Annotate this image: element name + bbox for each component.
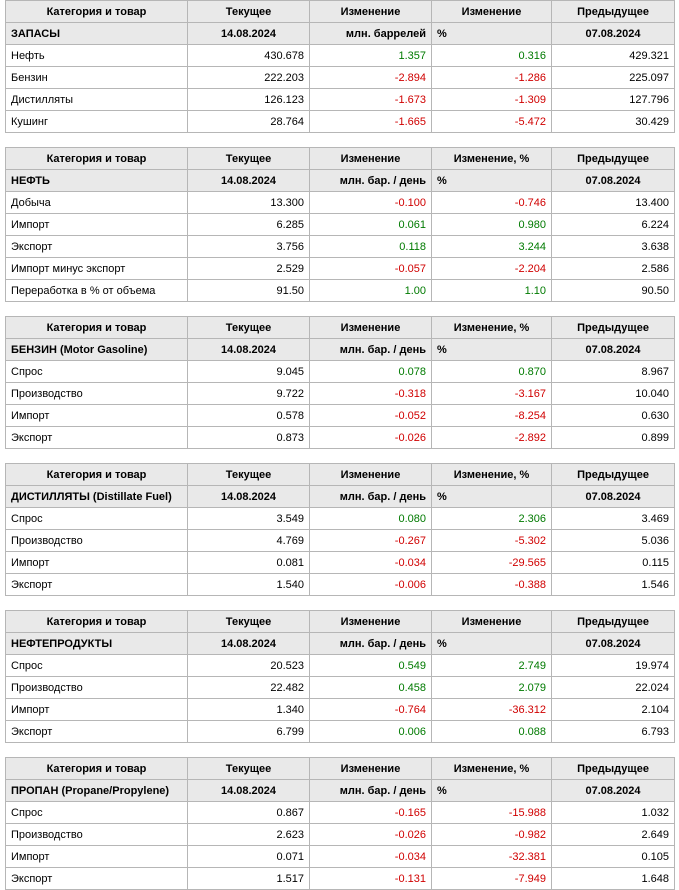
- cell-change-percent: -29.565: [432, 552, 552, 574]
- cell-change-percent: -3.167: [432, 383, 552, 405]
- table-row: [6, 552, 675, 574]
- subheader-category: ДИСТИЛЛЯТЫ (Distillate Fuel): [6, 486, 188, 508]
- row-label: Переработка в % от объема: [6, 280, 188, 302]
- cell-change: -0.131: [310, 868, 432, 890]
- subheader-change: млн. бар. / день: [310, 170, 432, 192]
- cell-previous: 2.104: [552, 699, 675, 721]
- table-header-row: [6, 464, 675, 486]
- column-header: Изменение: [310, 464, 432, 486]
- cell-change: 0.006: [310, 721, 432, 743]
- table-subheader-row: [6, 780, 675, 802]
- cell-previous: 0.899: [552, 427, 675, 449]
- cell-current: 2.529: [188, 258, 310, 280]
- cell-change-percent: -1.309: [432, 89, 552, 111]
- table-subheader-row: [6, 170, 675, 192]
- subheader-category: НЕФТЬ: [6, 170, 188, 192]
- table-subheader-row: [6, 486, 675, 508]
- cell-change-percent: -7.949: [432, 868, 552, 890]
- table-row: [6, 192, 675, 214]
- row-label: Импорт минус экспорт: [6, 258, 188, 280]
- table-row: [6, 699, 675, 721]
- column-header: Категория и товар: [6, 148, 188, 170]
- cell-change-percent: 0.980: [432, 214, 552, 236]
- table-header-row: [6, 1, 675, 23]
- cell-current: 6.799: [188, 721, 310, 743]
- column-header: Изменение, %: [432, 464, 552, 486]
- cell-change-percent: 0.088: [432, 721, 552, 743]
- row-label: Импорт: [6, 699, 188, 721]
- subheader-change_pct: %: [432, 486, 552, 508]
- cell-current: 9.045: [188, 361, 310, 383]
- cell-change-percent: -32.381: [432, 846, 552, 868]
- cell-previous: 3.469: [552, 508, 675, 530]
- subheader-change: млн. бар. / день: [310, 780, 432, 802]
- column-header: Изменение: [432, 1, 552, 23]
- subheader-change: млн. бар. / день: [310, 486, 432, 508]
- row-label: Добыча: [6, 192, 188, 214]
- table-row: [6, 655, 675, 677]
- row-label: Импорт: [6, 552, 188, 574]
- subheader-current: 14.08.2024: [188, 170, 310, 192]
- cell-current: 28.764: [188, 111, 310, 133]
- column-header: Изменение, %: [432, 148, 552, 170]
- cell-change-percent: -2.204: [432, 258, 552, 280]
- table-row: [6, 405, 675, 427]
- table-subheader-row: [6, 23, 675, 45]
- data-table: [5, 757, 675, 890]
- cell-current: 20.523: [188, 655, 310, 677]
- data-table: [5, 0, 675, 133]
- cell-change: -0.764: [310, 699, 432, 721]
- table-header-row: [6, 611, 675, 633]
- cell-current: 1.340: [188, 699, 310, 721]
- cell-current: 4.769: [188, 530, 310, 552]
- row-label: Импорт: [6, 214, 188, 236]
- column-header: Предыдущее: [552, 464, 675, 486]
- cell-previous: 1.546: [552, 574, 675, 596]
- table-row: [6, 280, 675, 302]
- cell-change-percent: -36.312: [432, 699, 552, 721]
- subheader-category: БЕНЗИН (Motor Gasoline): [6, 339, 188, 361]
- table-row: [6, 67, 675, 89]
- cell-previous: 90.50: [552, 280, 675, 302]
- cell-change: 0.061: [310, 214, 432, 236]
- cell-current: 430.678: [188, 45, 310, 67]
- cell-previous: 19.974: [552, 655, 675, 677]
- subheader-current: 14.08.2024: [188, 486, 310, 508]
- column-header: Текущее: [188, 464, 310, 486]
- cell-change: -0.052: [310, 405, 432, 427]
- cell-current: 0.071: [188, 846, 310, 868]
- table-row: [6, 383, 675, 405]
- cell-change: 1.00: [310, 280, 432, 302]
- cell-previous: 0.630: [552, 405, 675, 427]
- row-label: Производство: [6, 677, 188, 699]
- cell-current: 0.081: [188, 552, 310, 574]
- subheader-change_pct: %: [432, 23, 552, 45]
- table-row: [6, 721, 675, 743]
- table-row: [6, 846, 675, 868]
- table-row: [6, 236, 675, 258]
- cell-change: 1.357: [310, 45, 432, 67]
- cell-change-percent: -0.746: [432, 192, 552, 214]
- cell-change-percent: -0.388: [432, 574, 552, 596]
- subheader-previous: 07.08.2024: [552, 486, 675, 508]
- subheader-current: 14.08.2024: [188, 339, 310, 361]
- table-row: [6, 868, 675, 890]
- cell-change: -1.665: [310, 111, 432, 133]
- cell-change: -0.267: [310, 530, 432, 552]
- column-header: Категория и товар: [6, 758, 188, 780]
- column-header: Текущее: [188, 758, 310, 780]
- cell-current: 222.203: [188, 67, 310, 89]
- cell-change-percent: -15.988: [432, 802, 552, 824]
- column-header: Изменение: [432, 611, 552, 633]
- cell-current: 3.549: [188, 508, 310, 530]
- column-header: Текущее: [188, 317, 310, 339]
- subheader-change_pct: %: [432, 780, 552, 802]
- column-header: Текущее: [188, 148, 310, 170]
- row-label: Экспорт: [6, 868, 188, 890]
- row-label: Спрос: [6, 655, 188, 677]
- cell-current: 126.123: [188, 89, 310, 111]
- column-header: Изменение: [310, 148, 432, 170]
- cell-change-percent: -2.892: [432, 427, 552, 449]
- subheader-current: 14.08.2024: [188, 23, 310, 45]
- subheader-previous: 07.08.2024: [552, 170, 675, 192]
- column-header: Изменение: [310, 611, 432, 633]
- column-header: Изменение: [310, 758, 432, 780]
- cell-change: -0.034: [310, 552, 432, 574]
- subheader-previous: 07.08.2024: [552, 633, 675, 655]
- data-table: [5, 610, 675, 743]
- cell-current: 0.873: [188, 427, 310, 449]
- column-header: Категория и товар: [6, 1, 188, 23]
- table-row: [6, 574, 675, 596]
- subheader-category: ПРОПАН (Propane/Propylene): [6, 780, 188, 802]
- data-table: [5, 147, 675, 302]
- cell-change: -1.673: [310, 89, 432, 111]
- subheader-change: млн. бар. / день: [310, 633, 432, 655]
- cell-change: -2.894: [310, 67, 432, 89]
- column-header: Предыдущее: [552, 758, 675, 780]
- cell-change: 0.549: [310, 655, 432, 677]
- cell-current: 6.285: [188, 214, 310, 236]
- data-table: [5, 316, 675, 449]
- column-header: Категория и товар: [6, 464, 188, 486]
- cell-change: -0.026: [310, 824, 432, 846]
- cell-previous: 225.097: [552, 67, 675, 89]
- cell-change-percent: 3.244: [432, 236, 552, 258]
- cell-current: 0.867: [188, 802, 310, 824]
- column-header: Предыдущее: [552, 317, 675, 339]
- row-label: Экспорт: [6, 721, 188, 743]
- cell-previous: 127.796: [552, 89, 675, 111]
- cell-previous: 1.032: [552, 802, 675, 824]
- cell-current: 0.578: [188, 405, 310, 427]
- cell-current: 2.623: [188, 824, 310, 846]
- table-row: [6, 258, 675, 280]
- table-row: [6, 427, 675, 449]
- cell-current: 91.50: [188, 280, 310, 302]
- subheader-change_pct: %: [432, 170, 552, 192]
- data-table: [5, 463, 675, 596]
- row-label: Экспорт: [6, 574, 188, 596]
- cell-current: 22.482: [188, 677, 310, 699]
- row-label: Производство: [6, 824, 188, 846]
- subheader-change_pct: %: [432, 339, 552, 361]
- row-label: Экспорт: [6, 236, 188, 258]
- table-row: [6, 45, 675, 67]
- cell-change-percent: -0.982: [432, 824, 552, 846]
- column-header: Предыдущее: [552, 1, 675, 23]
- subheader-category: НЕФТЕПРОДУКТЫ: [6, 633, 188, 655]
- table-row: [6, 824, 675, 846]
- row-label: Импорт: [6, 846, 188, 868]
- table-subheader-row: [6, 339, 675, 361]
- cell-change-percent: -1.286: [432, 67, 552, 89]
- table-header-row: [6, 758, 675, 780]
- cell-change: 0.118: [310, 236, 432, 258]
- cell-change: 0.458: [310, 677, 432, 699]
- cell-current: 13.300: [188, 192, 310, 214]
- table-header-row: [6, 148, 675, 170]
- table-row: [6, 802, 675, 824]
- table-row: [6, 214, 675, 236]
- column-header: Текущее: [188, 611, 310, 633]
- cell-previous: 22.024: [552, 677, 675, 699]
- cell-change: -0.057: [310, 258, 432, 280]
- cell-previous: 5.036: [552, 530, 675, 552]
- cell-previous: 3.638: [552, 236, 675, 258]
- cell-previous: 6.224: [552, 214, 675, 236]
- cell-change: -0.034: [310, 846, 432, 868]
- row-label: Экспорт: [6, 427, 188, 449]
- cell-change: -0.026: [310, 427, 432, 449]
- subheader-change_pct: %: [432, 633, 552, 655]
- cell-change-percent: 2.306: [432, 508, 552, 530]
- column-header: Изменение, %: [432, 758, 552, 780]
- table-row: [6, 111, 675, 133]
- column-header: Предыдущее: [552, 611, 675, 633]
- cell-change-percent: 0.870: [432, 361, 552, 383]
- cell-change: 0.080: [310, 508, 432, 530]
- column-header: Категория и товар: [6, 317, 188, 339]
- row-label: Производство: [6, 530, 188, 552]
- cell-current: 1.540: [188, 574, 310, 596]
- cell-change-percent: 1.10: [432, 280, 552, 302]
- column-header: Текущее: [188, 1, 310, 23]
- cell-change-percent: 2.749: [432, 655, 552, 677]
- cell-previous: 2.649: [552, 824, 675, 846]
- row-label: Спрос: [6, 508, 188, 530]
- subheader-change: млн. баррелей: [310, 23, 432, 45]
- subheader-current: 14.08.2024: [188, 633, 310, 655]
- cell-change: -0.006: [310, 574, 432, 596]
- cell-change-percent: 0.316: [432, 45, 552, 67]
- cell-previous: 0.105: [552, 846, 675, 868]
- row-label: Производство: [6, 383, 188, 405]
- row-label: Бензин: [6, 67, 188, 89]
- table-row: [6, 89, 675, 111]
- table-row: [6, 530, 675, 552]
- cell-previous: 8.967: [552, 361, 675, 383]
- subheader-current: 14.08.2024: [188, 780, 310, 802]
- subheader-change: млн. бар. / день: [310, 339, 432, 361]
- cell-previous: 429.321: [552, 45, 675, 67]
- row-label: Кушинг: [6, 111, 188, 133]
- subheader-category: ЗАПАСЫ: [6, 23, 188, 45]
- subheader-previous: 07.08.2024: [552, 23, 675, 45]
- column-header: Изменение, %: [432, 317, 552, 339]
- row-label: Дистилляты: [6, 89, 188, 111]
- cell-change: -0.318: [310, 383, 432, 405]
- table-row: [6, 361, 675, 383]
- cell-change-percent: -8.254: [432, 405, 552, 427]
- row-label: Спрос: [6, 802, 188, 824]
- cell-current: 3.756: [188, 236, 310, 258]
- cell-change-percent: 2.079: [432, 677, 552, 699]
- column-header: Изменение: [310, 1, 432, 23]
- column-header: Предыдущее: [552, 148, 675, 170]
- column-header: Категория и товар: [6, 611, 188, 633]
- column-header: Изменение: [310, 317, 432, 339]
- row-label: Спрос: [6, 361, 188, 383]
- subheader-previous: 07.08.2024: [552, 780, 675, 802]
- table-row: [6, 508, 675, 530]
- cell-previous: 0.115: [552, 552, 675, 574]
- row-label: Импорт: [6, 405, 188, 427]
- subheader-previous: 07.08.2024: [552, 339, 675, 361]
- cell-change: -0.100: [310, 192, 432, 214]
- cell-change: 0.078: [310, 361, 432, 383]
- table-subheader-row: [6, 633, 675, 655]
- cell-previous: 6.793: [552, 721, 675, 743]
- cell-previous: 2.586: [552, 258, 675, 280]
- cell-change-percent: -5.472: [432, 111, 552, 133]
- cell-current: 9.722: [188, 383, 310, 405]
- cell-previous: 30.429: [552, 111, 675, 133]
- cell-change-percent: -5.302: [432, 530, 552, 552]
- table-header-row: [6, 317, 675, 339]
- cell-change: -0.165: [310, 802, 432, 824]
- row-label: Нефть: [6, 45, 188, 67]
- table-row: [6, 677, 675, 699]
- cell-previous: 10.040: [552, 383, 675, 405]
- cell-current: 1.517: [188, 868, 310, 890]
- cell-previous: 1.648: [552, 868, 675, 890]
- cell-previous: 13.400: [552, 192, 675, 214]
